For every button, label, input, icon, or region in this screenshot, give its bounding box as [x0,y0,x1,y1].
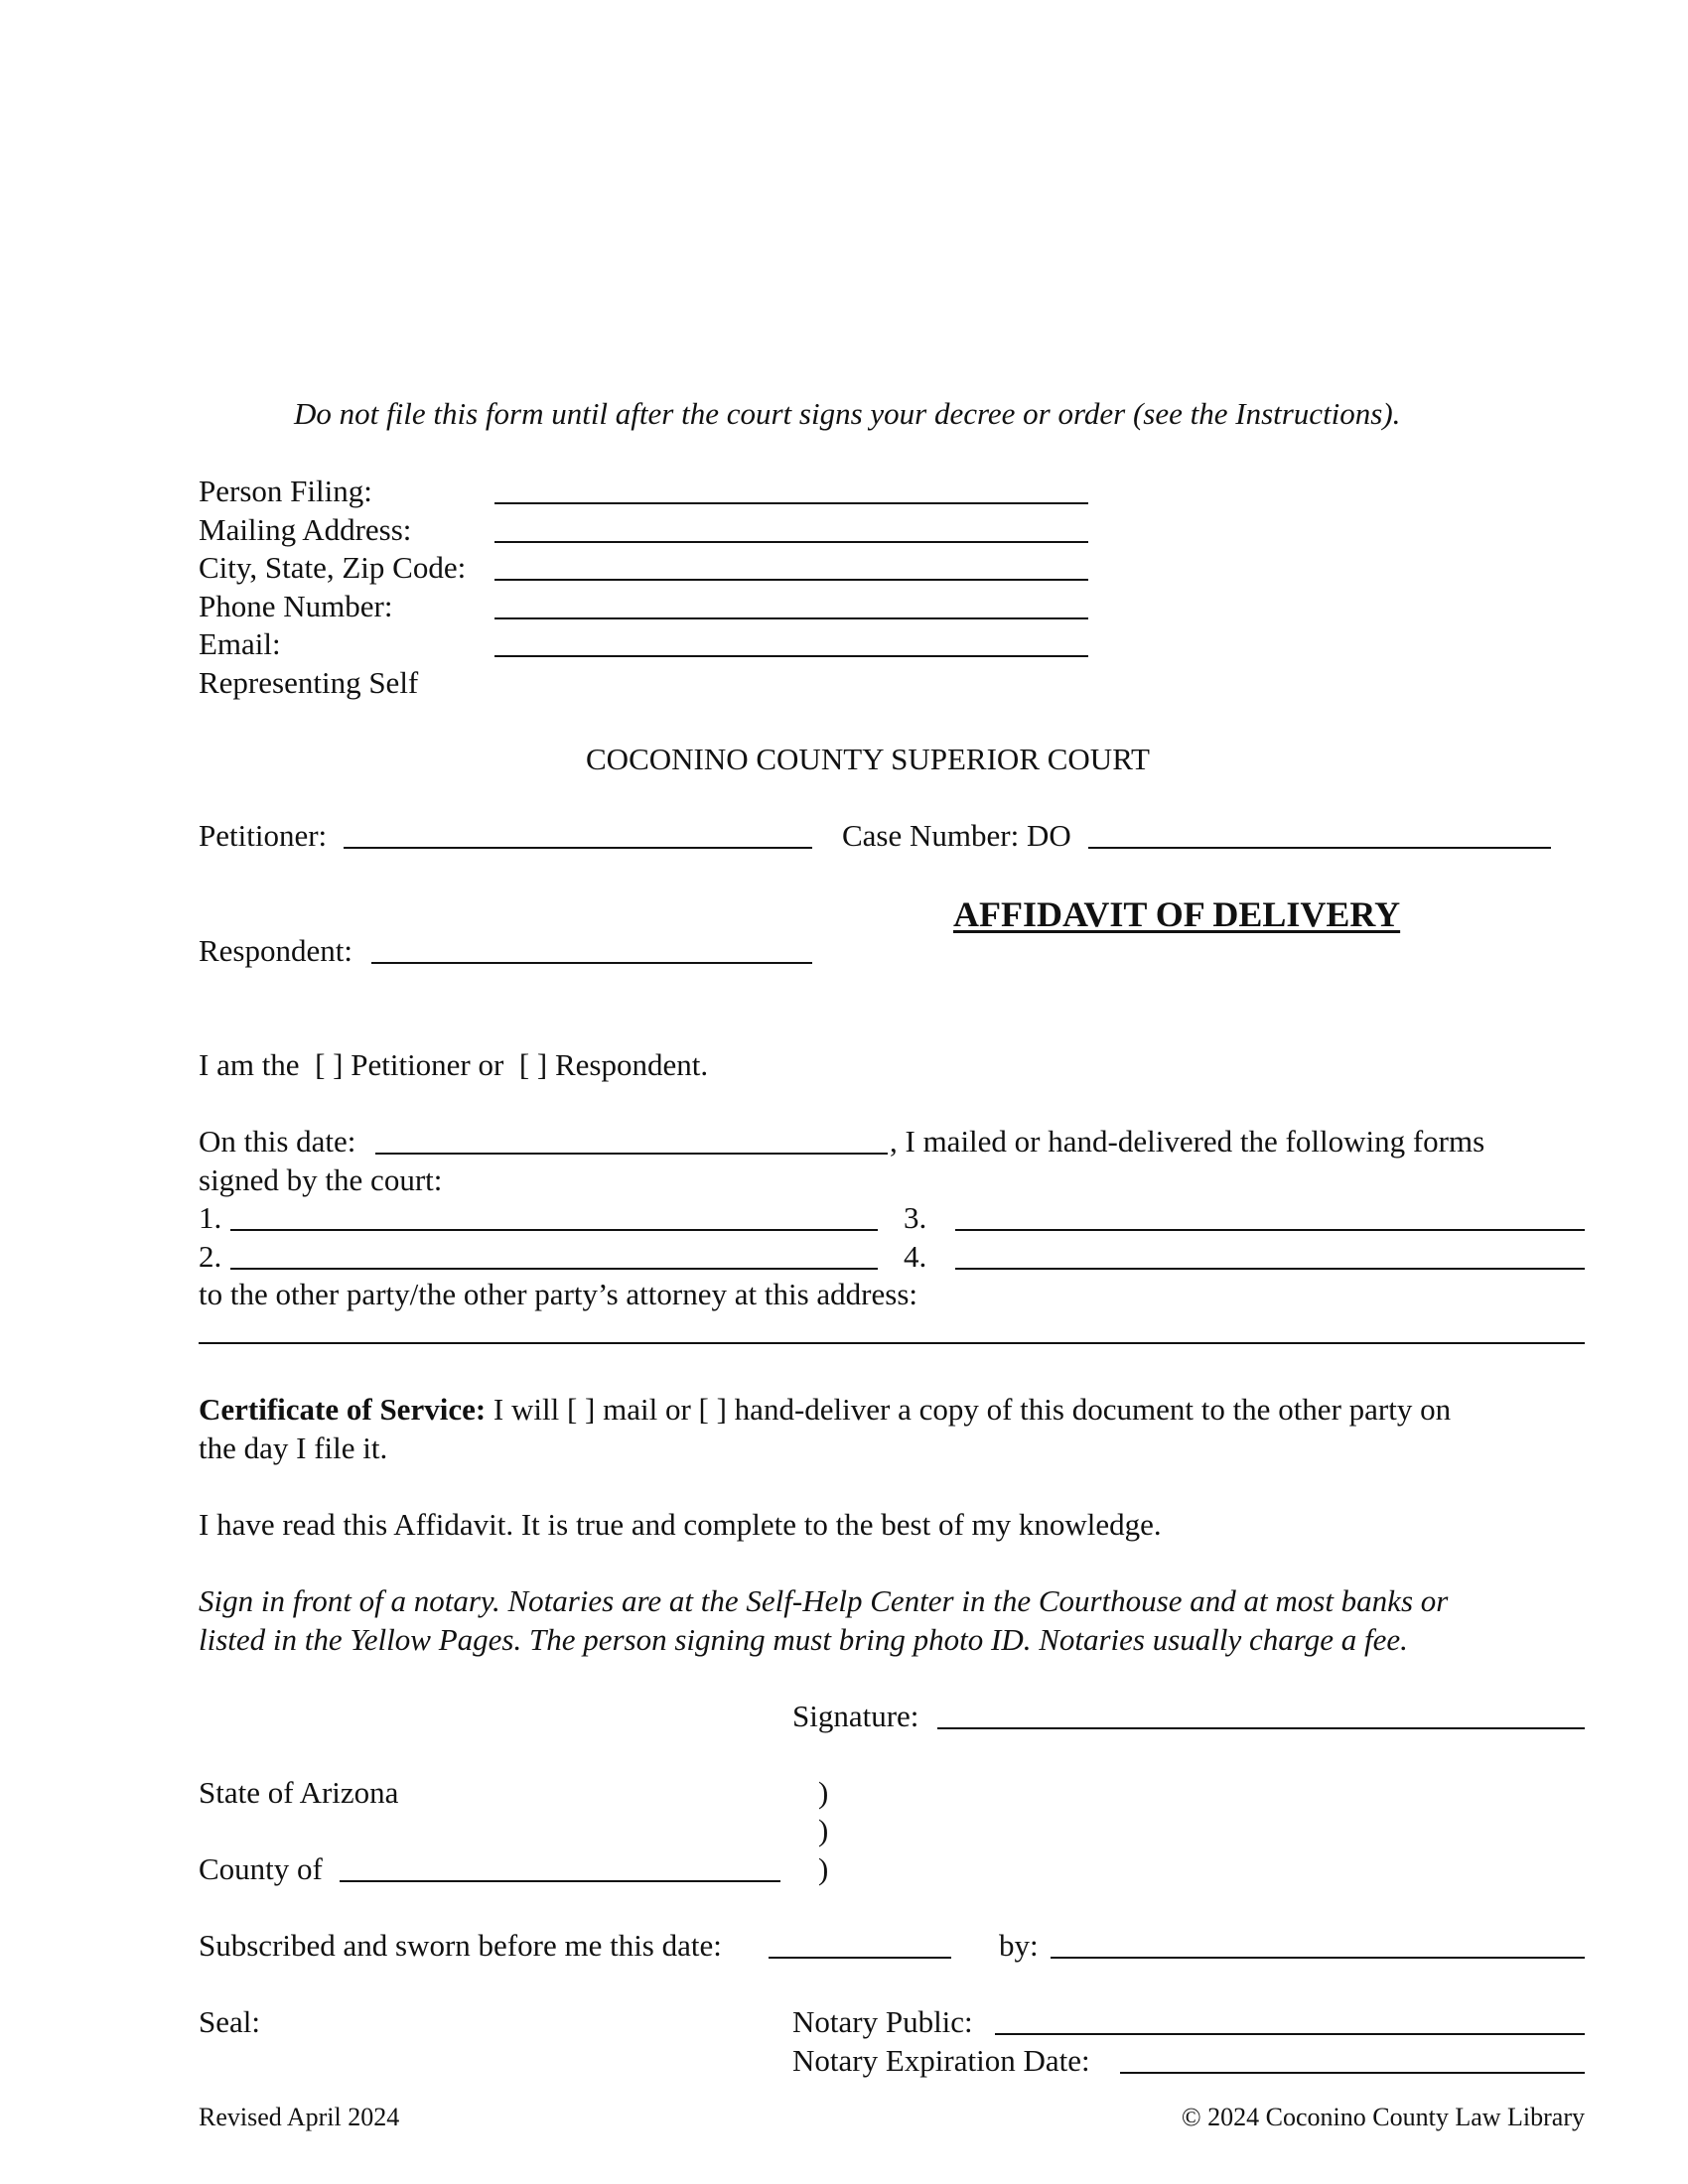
field-person-filing[interactable] [494,502,1088,504]
court-name: COCONINO COUNTY SUPERIOR COURT [586,742,1150,776]
label-notary-expiration: Notary Expiration Date: [792,2043,1090,2078]
certificate-line-1 [199,1391,1451,1429]
field-petitioner[interactable] [344,847,812,849]
respondent-checkbox[interactable]: [ ] Respondent. [518,1047,709,1082]
certificate-line-2: the day I file it. [199,1431,388,1465]
petitioner-checkbox[interactable]: [ ] Petitioner or [315,1047,504,1082]
i-am-the-text: I am the [199,1047,300,1082]
field-form-1[interactable] [230,1229,878,1231]
label-subscribed: Subscribed and sworn before me this date: [199,1928,722,1963]
label-email: Email: [199,626,281,661]
label-notary-public: Notary Public: [792,2004,973,2039]
footer-revised: Revised April 2024 [199,2103,400,2131]
venue-paren-2: ) [818,1813,829,1847]
label-on-this-date: On this date: [199,1124,356,1159]
field-delivery-date[interactable] [375,1153,888,1155]
label-county-of: County of [199,1851,323,1886]
signed-by-court-text: signed by the court: [199,1162,443,1197]
field-address[interactable] [199,1342,1585,1344]
filing-notice: Do not file this form until after the court signs your decree or order (see the Instructions). [294,396,1401,431]
label-representing: Representing Self [199,665,419,700]
label-mailing-address: Mailing Address: [199,512,412,547]
field-form-4[interactable] [955,1268,1585,1270]
notary-instructions-1: Sign in front of a notary. Notaries are at the Self-Help Center in the Courthouse and at most banks or [199,1583,1449,1618]
field-form-2[interactable] [230,1268,878,1270]
certificate-label: Certificate of Service: [199,1392,487,1427]
form-title: AFFIDAVIT OF DELIVERY [953,894,1401,934]
item-2-number: 2. [199,1239,222,1274]
label-person-filing: Person Filing: [199,474,372,508]
label-phone-number: Phone Number: [199,589,393,623]
venue-paren-3: ) [818,1851,829,1886]
state-of-arizona: State of Arizona [199,1775,399,1810]
item-4-number: 4. [904,1239,927,1274]
label-by: by: [999,1928,1039,1963]
field-sworn-by[interactable] [1051,1957,1585,1959]
label-case-number: Case Number: DO [842,818,1071,853]
item-3-number: 3. [904,1200,927,1235]
certificate-text: I will [ ] mail or [ ] hand-deliver a copy of this document to the other party on [486,1392,1452,1427]
read-statement: I have read this Affidavit. It is true and complete to the best of my knowledge. [199,1507,1162,1542]
field-sworn-date[interactable] [769,1957,951,1959]
field-email[interactable] [494,655,1088,657]
address-text: to the other party/the other party’s attorney at this address: [199,1277,917,1311]
notary-instructions-2: listed in the Yellow Pages. The person signing must bring photo ID. Notaries usually charge a fee. [199,1622,1408,1657]
label-petitioner: Petitioner: [199,818,328,853]
field-phone-number[interactable] [494,617,1088,619]
party-role-line [199,1046,708,1084]
field-form-3[interactable] [955,1229,1585,1231]
field-notary-public[interactable] [995,2033,1585,2035]
field-county[interactable] [340,1880,780,1882]
field-city-state-zip[interactable] [494,579,1088,581]
field-case-number[interactable] [1088,847,1551,849]
field-mailing-address[interactable] [494,541,1088,543]
venue-paren-1: ) [818,1775,829,1810]
label-signature: Signature: [792,1699,919,1733]
field-signature[interactable] [937,1727,1585,1729]
label-respondent: Respondent: [199,933,352,968]
field-respondent[interactable] [371,962,812,964]
field-notary-expiration[interactable] [1120,2072,1585,2074]
footer-copyright: © 2024 Coconino County Law Library [1181,2103,1585,2131]
mailed-text: , I mailed or hand-delivered the following forms [890,1124,1485,1159]
label-seal: Seal: [199,2004,260,2039]
item-1-number: 1. [199,1200,222,1235]
label-city-state-zip: City, State, Zip Code: [199,550,467,585]
